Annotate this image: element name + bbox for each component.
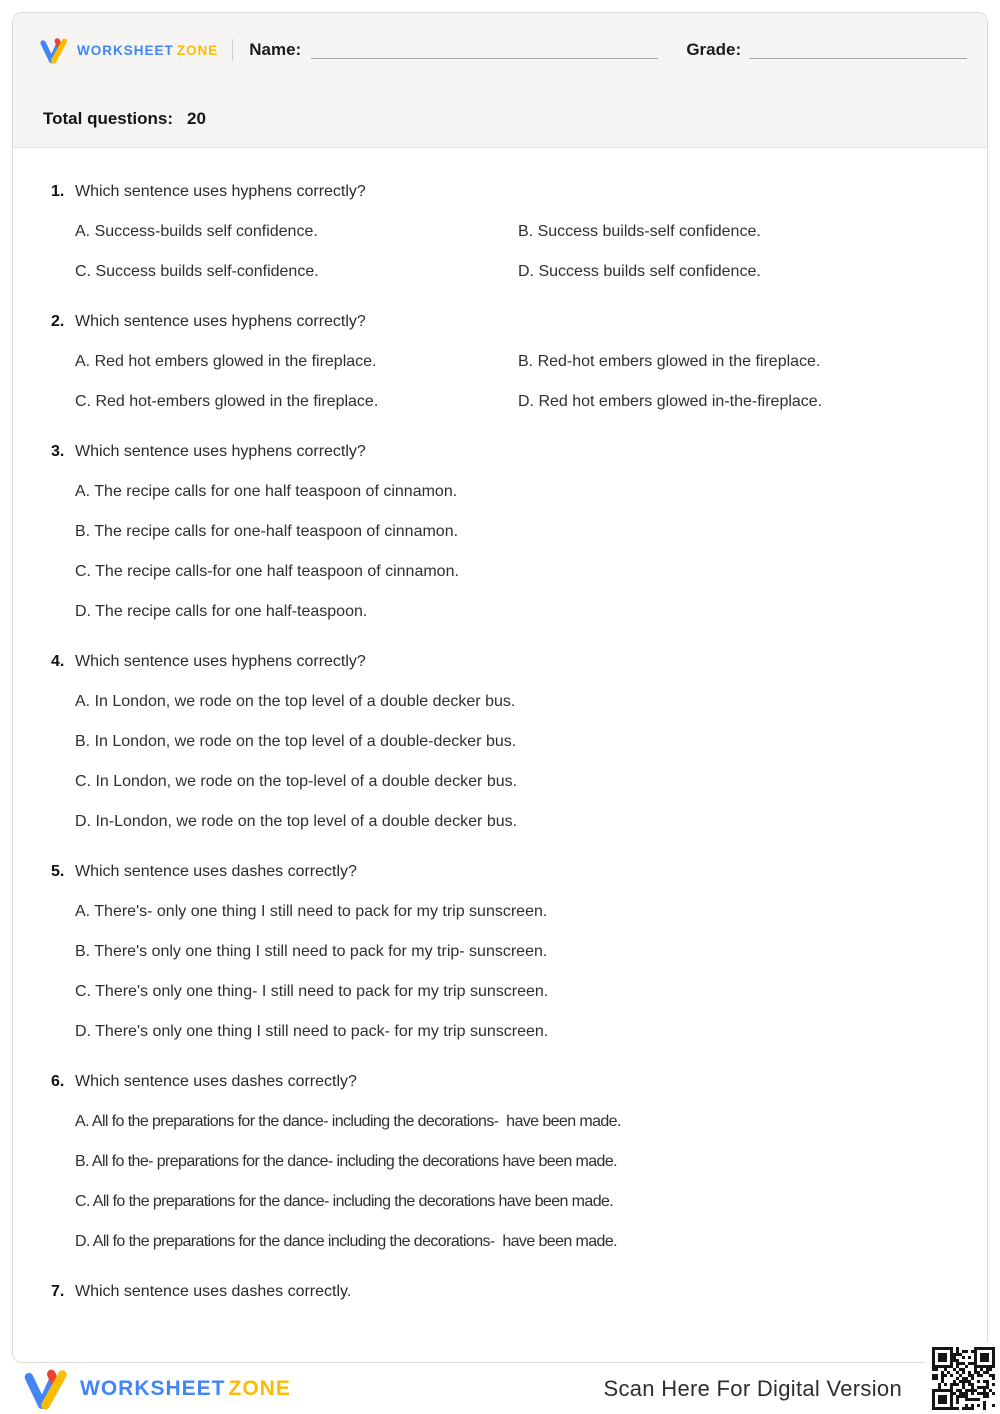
question-5 xyxy=(13,862,987,1042)
scan-here-text: Scan Here For Digital Version xyxy=(603,1375,902,1401)
brand-wordmark-primary: WORKSHEET xyxy=(77,42,174,58)
option: C. All fo the preparations for the dance- including the decorations have been made. xyxy=(75,1193,614,1210)
name-label: Name: xyxy=(249,40,302,59)
brand-wordmark-primary: WORKSHEET xyxy=(80,1376,226,1400)
options xyxy=(75,692,987,832)
option: D. There's only one thing I still need to pack- for my trip sunscreen. xyxy=(75,1023,549,1040)
options xyxy=(75,332,987,412)
option: C. Red hot-embers glowed in the fireplace. xyxy=(75,393,379,410)
option: D. Red hot embers glowed in-the-fireplace. xyxy=(518,393,823,410)
worksheet-header xyxy=(13,13,987,148)
option: A. All fo the preparations for the dance- including the decorations- have been made. xyxy=(75,1113,621,1130)
question-text: Which sentence uses dashes correctly? xyxy=(75,1073,357,1090)
question-6 xyxy=(13,1072,987,1252)
options xyxy=(75,1112,987,1252)
worksheetzone-logo-icon xyxy=(39,37,69,64)
questions-list xyxy=(13,148,987,1302)
total-questions-row xyxy=(13,109,987,129)
question-head xyxy=(13,1282,987,1302)
question-head xyxy=(13,652,987,672)
option: B. All fo the- preparations for the dance- including the decorations have been made. xyxy=(75,1153,617,1170)
qr-code xyxy=(926,1342,1000,1414)
option: A. In London, we rode on the top level of a double decker bus. xyxy=(75,693,516,710)
brand-wordmark-secondary: ZONE xyxy=(176,42,219,58)
brand-wordmark xyxy=(77,43,218,58)
name-writing-line xyxy=(311,58,658,59)
brand-wordmark-secondary: ZONE xyxy=(228,1376,291,1400)
question-3 xyxy=(13,442,987,622)
option: D. In-London, we rode on the top level of a double decker bus. xyxy=(75,813,518,830)
question-text: Which sentence uses hyphens correctly? xyxy=(75,313,366,330)
question-head xyxy=(13,442,987,462)
option: A. Red hot embers glowed in the fireplace. xyxy=(75,353,377,370)
question-number: 3. xyxy=(51,443,65,460)
option: D. All fo the preparations for the dance including the decorations- have been made. xyxy=(75,1233,617,1250)
worksheetzone-logo-icon xyxy=(22,1368,70,1410)
option: B. Red-hot embers glowed in the fireplace. xyxy=(518,353,821,370)
options xyxy=(75,482,987,622)
option: A. The recipe calls for one half teaspoon of cinnamon. xyxy=(75,483,458,500)
question-text: Which sentence uses hyphens correctly? xyxy=(75,183,366,200)
options xyxy=(75,202,987,282)
question-number: 1. xyxy=(51,183,65,200)
option: A. Success-builds self confidence. xyxy=(75,223,318,240)
question-1 xyxy=(13,182,987,282)
question-text: Which sentence uses hyphens correctly? xyxy=(75,653,366,670)
question-4 xyxy=(13,652,987,832)
question-2 xyxy=(13,312,987,412)
header-divider xyxy=(232,39,233,61)
question-7 xyxy=(13,1282,987,1302)
question-text: Which sentence uses hyphens correctly? xyxy=(75,443,366,460)
question-head xyxy=(13,862,987,882)
option: A. There's- only one thing I still need to pack for my trip sunscreen. xyxy=(75,903,548,920)
total-questions-label: Total questions: xyxy=(43,109,174,128)
question-head xyxy=(13,182,987,202)
option: B. There's only one thing I still need to pack for my trip- sunscreen. xyxy=(75,943,548,960)
footer-brand xyxy=(0,1368,291,1410)
worksheet-card xyxy=(12,12,988,1363)
brand-row xyxy=(13,13,987,83)
option: C. Success builds self-confidence. xyxy=(75,263,319,280)
option: C. There's only one thing- I still need to pack for my trip sunscreen. xyxy=(75,983,549,1000)
question-head xyxy=(13,312,987,332)
question-number: 5. xyxy=(51,863,65,880)
option: B. Success builds-self confidence. xyxy=(518,223,761,240)
options xyxy=(75,902,987,1042)
question-number: 4. xyxy=(51,653,65,670)
question-number: 7. xyxy=(51,1283,65,1300)
question-text: Which sentence uses dashes correctly? xyxy=(75,863,357,880)
option: D. Success builds self confidence. xyxy=(518,263,761,280)
option: D. The recipe calls for one half-teaspoon. xyxy=(75,603,368,620)
option: C. In London, we rode on the top-level of a double decker bus. xyxy=(75,773,518,790)
grade-writing-line xyxy=(749,58,967,59)
option: C. The recipe calls-for one half teaspoon of cinnamon. xyxy=(75,563,459,580)
footer-brand-wordmark xyxy=(80,1377,291,1401)
question-number: 2. xyxy=(51,313,65,330)
question-text: Which sentence uses dashes correctly. xyxy=(75,1283,352,1300)
option: B. The recipe calls for one-half teaspoon of cinnamon. xyxy=(75,523,459,540)
total-questions-value: 20 xyxy=(187,109,206,128)
grade-label: Grade: xyxy=(686,40,742,59)
question-number: 6. xyxy=(51,1073,65,1090)
option: B. In London, we rode on the top level of a double-decker bus. xyxy=(75,733,517,750)
question-head xyxy=(13,1072,987,1092)
page-footer xyxy=(0,1363,1000,1414)
